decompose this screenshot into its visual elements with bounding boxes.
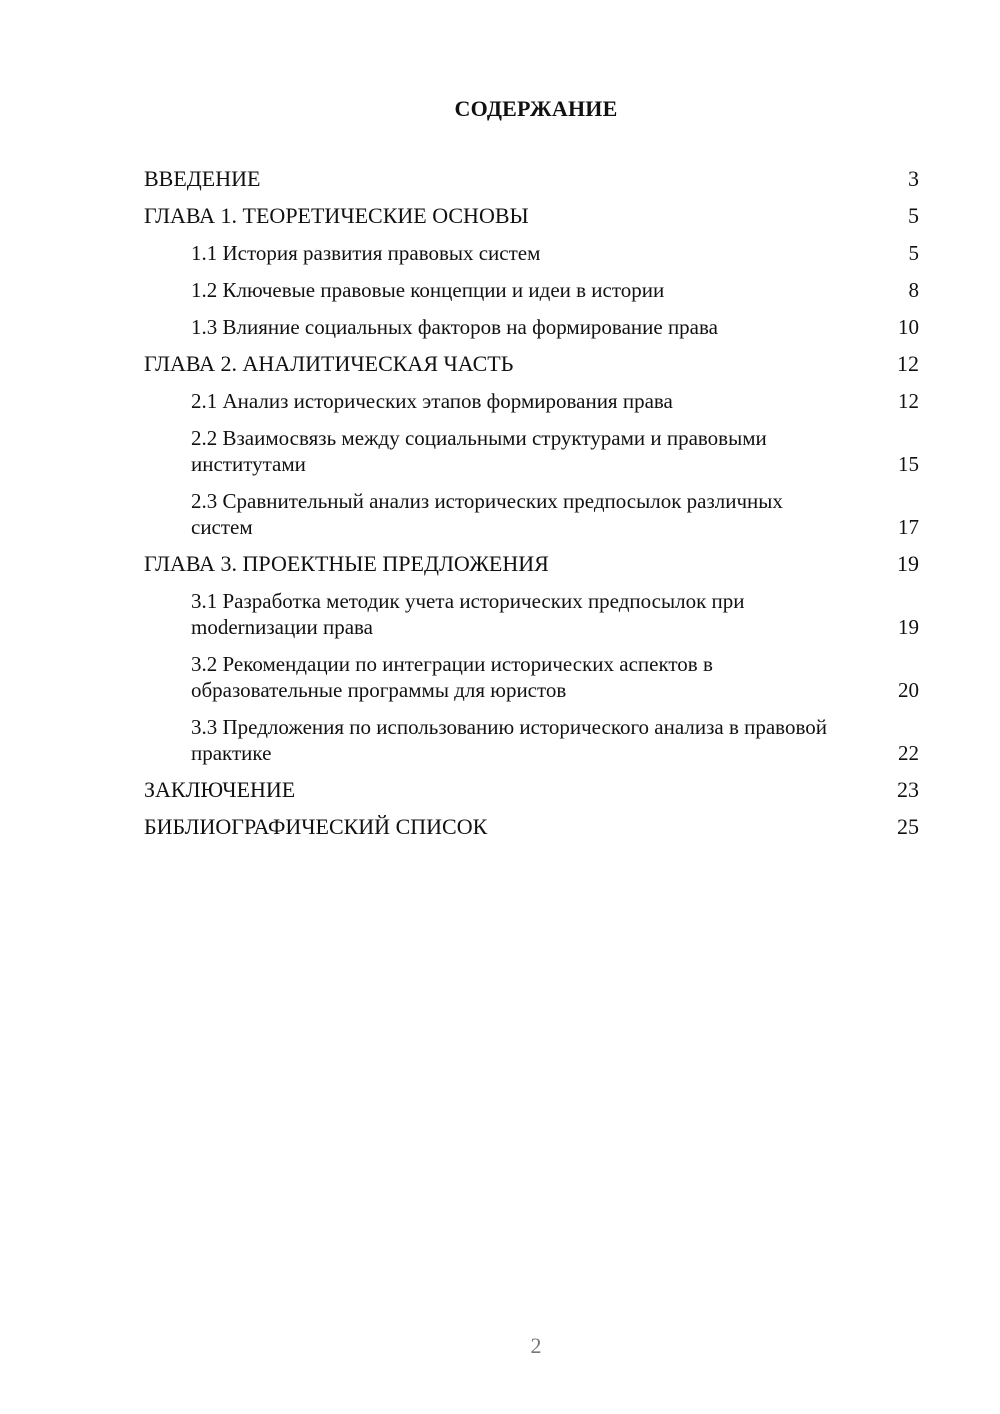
toc-entry-label: ГЛАВА 3. ПРОЕКТНЫЕ ПРЕДЛОЖЕНИЯ: [144, 551, 549, 576]
toc-entry-page: 12: [897, 351, 919, 376]
toc-entry-page: 19: [897, 551, 919, 576]
toc-entry-label: 3.3 Предложения по использованию исторического анализа в правовой практике: [191, 715, 827, 765]
toc-entry-label: ВВЕДЕНИЕ: [144, 166, 261, 191]
toc-entry-label: ЗАКЛЮЧЕНИЕ: [144, 777, 296, 802]
toc-entry-section-1-2[interactable]: [144, 277, 919, 303]
toc-entry-page: 12: [898, 389, 919, 413]
toc-entry-introduction[interactable]: [144, 166, 919, 192]
page-number: 2: [530, 1333, 542, 1358]
toc-entry-section-2-3[interactable]: [144, 488, 919, 540]
toc-entry-page: 3: [908, 166, 919, 191]
toc-entry-page: 22: [898, 741, 919, 765]
toc-entry-page: 8: [908, 278, 919, 302]
toc-entry-page: 20: [898, 678, 919, 702]
toc-entry-section-3-2[interactable]: [144, 651, 919, 703]
toc-entry-label: 3.2 Рекомендации по интеграции исторических аспектов в образовательные программы для юристов: [191, 652, 713, 702]
toc-entry-label: 3.1 Разработка методик учета исторических предпосылок при modernизации права: [191, 589, 745, 639]
toc-entry-section-1-1[interactable]: [144, 240, 919, 266]
toc-entry-page: 19: [898, 615, 919, 639]
toc-entry-label: ГЛАВА 2. АНАЛИТИЧЕСКАЯ ЧАСТЬ: [144, 351, 514, 376]
toc-entry-page: 5: [908, 203, 919, 228]
toc-entry-bibliography[interactable]: [144, 814, 919, 840]
toc-entry-label: 1.1 История развития правовых систем: [191, 241, 541, 265]
toc-entry-label: БИБЛИОГРАФИЧЕСКИЙ СПИСОК: [144, 814, 488, 839]
toc-entry-page: 25: [897, 814, 919, 839]
toc-entry-label: 2.3 Сравнительный анализ исторических предпосылок различных систем: [191, 489, 783, 539]
toc-entry-label: 1.2 Ключевые правовые концепции и идеи в истории: [191, 278, 665, 302]
toc-entry-label: ГЛАВА 1. ТЕОРЕТИЧЕСКИЕ ОСНОВЫ: [144, 203, 529, 228]
toc-entry-section-1-3[interactable]: [144, 314, 919, 340]
toc-entry-page: 15: [898, 452, 919, 476]
toc-entry-conclusion[interactable]: [144, 777, 919, 803]
toc-entry-page: 17: [898, 515, 919, 539]
toc-entry-section-2-2[interactable]: [144, 425, 919, 477]
toc-entry-chapter-1[interactable]: [144, 203, 919, 229]
toc-entry-label: 1.3 Влияние социальных факторов на формирование права: [191, 315, 718, 339]
toc-entry-page: 5: [908, 241, 919, 265]
toc-entry-section-3-3[interactable]: [144, 714, 919, 766]
toc-entry-section-3-1[interactable]: [144, 588, 919, 640]
page-title: СОДЕРЖАНИЕ: [454, 96, 618, 121]
table-of-contents: [144, 166, 919, 851]
toc-entry-page: 23: [897, 777, 919, 802]
toc-entry-label: 2.2 Взаимосвязь между социальными структурами и правовыми институтами: [191, 426, 767, 476]
toc-entry-page: 10: [898, 315, 919, 339]
toc-entry-chapter-2[interactable]: [144, 351, 919, 377]
toc-entry-section-2-1[interactable]: [144, 388, 919, 414]
toc-entry-chapter-3[interactable]: [144, 551, 919, 577]
toc-entry-label: 2.1 Анализ исторических этапов формирования права: [191, 389, 673, 413]
